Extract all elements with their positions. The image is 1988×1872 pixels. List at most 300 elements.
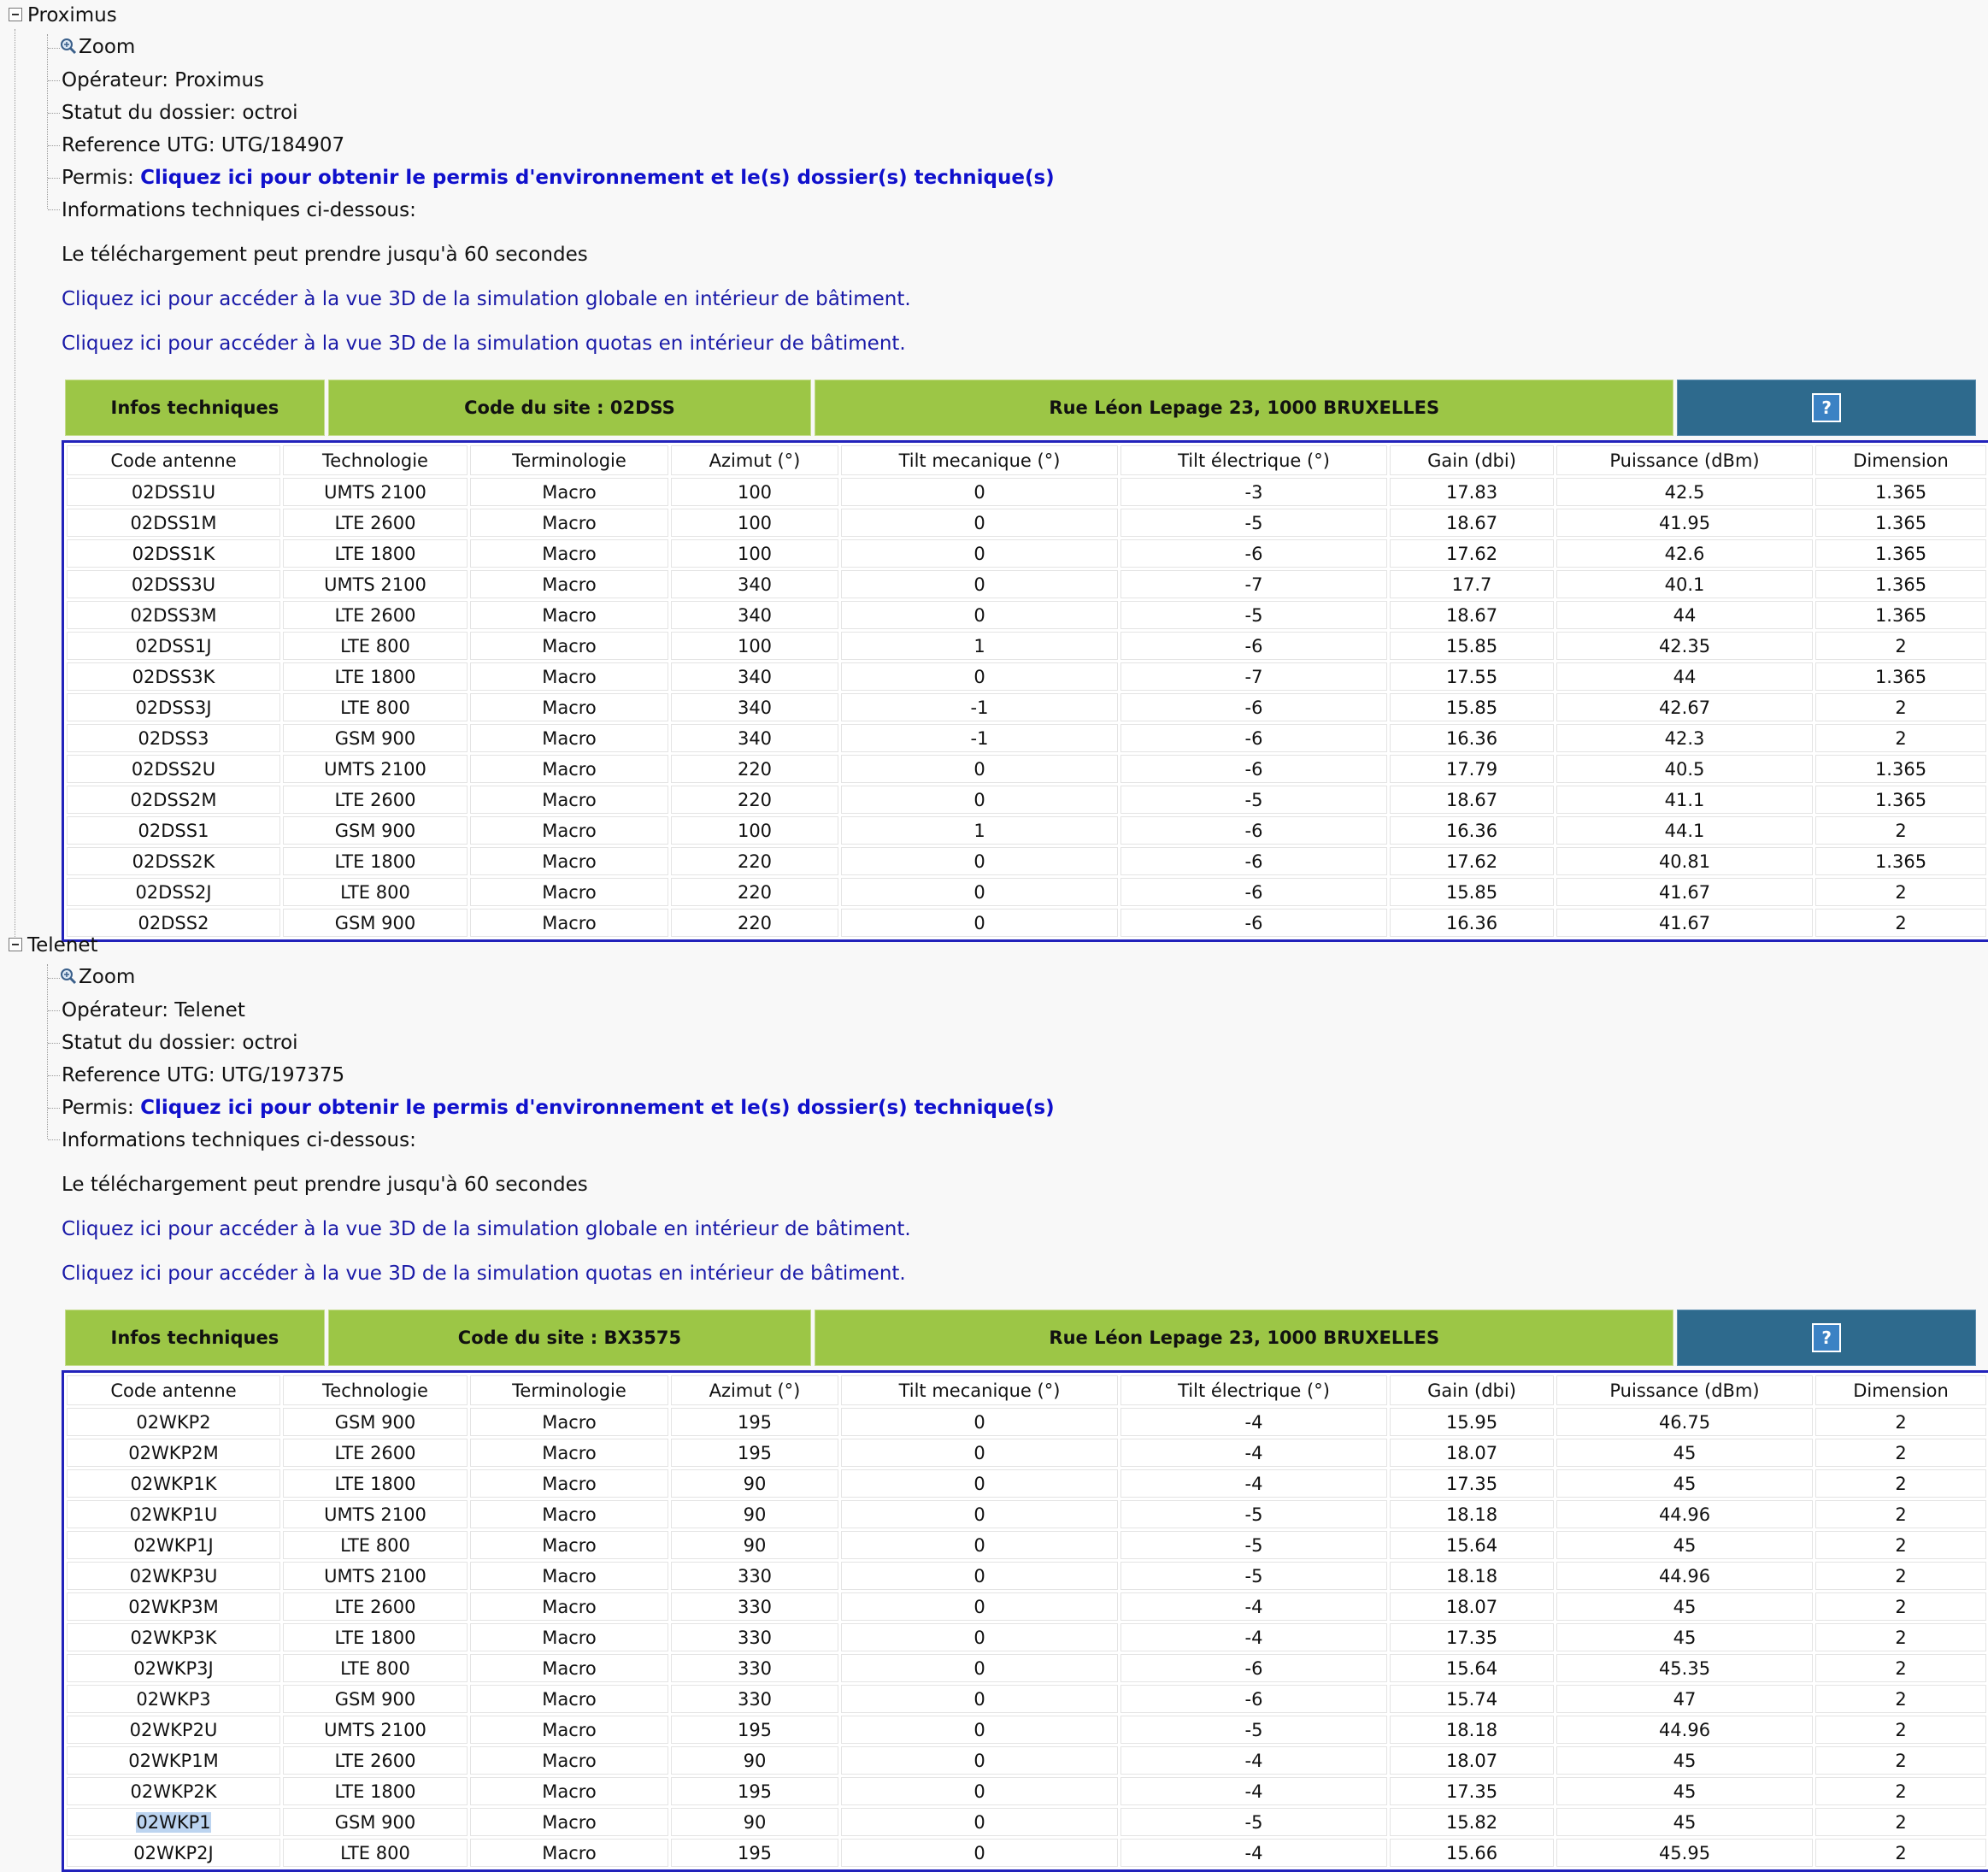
cell-dimension <box>1815 724 1986 752</box>
cell-technologie <box>283 724 468 752</box>
cell-tilt-mecanique-text: 1 <box>973 820 985 841</box>
cell-technologie <box>283 1592 468 1621</box>
cell-code-antenne <box>67 878 280 906</box>
cell-gain <box>1390 693 1554 721</box>
cell-puissance <box>1556 662 1813 691</box>
cell-tilt-mecanique-text: 0 <box>973 1504 985 1525</box>
cell-technologie <box>283 539 468 568</box>
cell-azimut <box>671 1808 838 1836</box>
cell-tilt-electrique-text: -7 <box>1244 574 1263 595</box>
cell-code-antenne-text: 02DSS1 <box>138 820 209 841</box>
cell-gain <box>1390 909 1554 937</box>
cell-dimension-text: 2 <box>1895 912 1907 933</box>
cell-terminologie <box>470 1808 668 1836</box>
cell-azimut-text: 100 <box>737 635 773 656</box>
cell-dimension <box>1815 693 1986 721</box>
cell-azimut-text: 100 <box>737 543 773 564</box>
cell-technologie <box>283 478 468 506</box>
cell-azimut <box>671 1654 838 1682</box>
cell-azimut-text: 330 <box>737 1688 773 1710</box>
cell-puissance <box>1556 1562 1813 1590</box>
cell-terminologie <box>470 1500 668 1528</box>
cell-dimension <box>1815 478 1986 506</box>
cell-terminologie <box>470 1408 668 1436</box>
cell-tilt-mecanique-text: 0 <box>973 1442 985 1463</box>
cell-terminologie-text: Macro <box>542 1596 597 1617</box>
reference-line <box>62 132 344 159</box>
cell-puissance-text: 44 <box>1673 666 1697 687</box>
status-value: octroi <box>242 102 298 124</box>
cell-dimension <box>1815 1439 1986 1467</box>
operator-node-proximus[interactable] <box>9 3 117 27</box>
cell-tilt-electrique <box>1120 601 1387 629</box>
cell-tilt-mecanique <box>841 1562 1118 1590</box>
cell-tilt-electrique-text: -4 <box>1244 1596 1263 1617</box>
cell-puissance <box>1556 878 1813 906</box>
cell-technologie-text: LTE 2600 <box>334 789 416 810</box>
cell-gain <box>1390 1439 1554 1467</box>
cell-tilt-mecanique-text: -1 <box>970 697 989 718</box>
cell-gain <box>1390 1808 1554 1836</box>
cell-gain <box>1390 539 1554 568</box>
cell-dimension-text: 1.365 <box>1874 758 1927 780</box>
cell-technologie-text: UMTS 2100 <box>324 481 426 503</box>
cell-tilt-electrique-text: -5 <box>1244 512 1263 533</box>
cell-puissance-text: 45 <box>1673 1811 1697 1833</box>
cell-tilt-electrique-text: -6 <box>1244 1688 1263 1710</box>
cell-technologie-text: LTE 2600 <box>334 1596 416 1617</box>
table-row <box>67 1716 1986 1744</box>
cell-dimension <box>1815 847 1986 875</box>
cell-tilt-electrique-text: -5 <box>1244 1534 1263 1556</box>
cell-azimut <box>671 1623 838 1651</box>
cell-azimut-text: 195 <box>737 1719 773 1740</box>
cell-azimut-text: 340 <box>737 574 773 595</box>
col-gain: Gain (dbi) <box>1390 1375 1554 1405</box>
cell-puissance-text: 45.95 <box>1658 1842 1711 1863</box>
cell-code-antenne <box>67 570 280 598</box>
cell-terminologie <box>470 909 668 937</box>
col-terminologie: Terminologie <box>470 1375 668 1405</box>
cell-puissance-text: 44.96 <box>1658 1565 1711 1586</box>
permis-label: Permis: <box>62 1097 134 1119</box>
cell-puissance-text: 45 <box>1673 1596 1697 1617</box>
table-row <box>67 478 1986 506</box>
cell-code-antenne <box>67 1746 280 1775</box>
cell-puissance <box>1556 1839 1813 1867</box>
operator-value: Proximus <box>174 69 265 91</box>
cell-gain-text: 18.07 <box>1445 1596 1498 1617</box>
cell-dimension-text: 2 <box>1895 881 1907 903</box>
cell-dimension <box>1815 1562 1986 1590</box>
cell-tilt-mecanique-text: 0 <box>973 666 985 687</box>
cell-code-antenne-text: 02WKP3J <box>133 1657 214 1679</box>
cell-dimension-text: 1.365 <box>1874 666 1927 687</box>
cell-tilt-mecanique-text: 0 <box>973 543 985 564</box>
cell-tilt-electrique <box>1120 662 1387 691</box>
cell-technologie-text: LTE 800 <box>340 1534 410 1556</box>
table-row <box>67 909 1986 937</box>
cell-dimension-text: 1.365 <box>1874 512 1927 533</box>
cell-code-antenne <box>67 1408 280 1436</box>
cell-gain <box>1390 662 1554 691</box>
reference-line <box>62 1062 344 1089</box>
cell-dimension-text: 2 <box>1895 1596 1907 1617</box>
operator-label: Opérateur: <box>62 999 168 1021</box>
cell-gain-text: 17.35 <box>1445 1781 1498 1802</box>
banner-address: Rue Léon Lepage 23, 1000 BRUXELLES <box>815 1310 1673 1366</box>
cell-puissance-text: 45 <box>1673 1750 1697 1771</box>
cell-terminologie-text: Macro <box>542 1565 597 1586</box>
link-3d-global[interactable]: Cliquez ici pour accéder à la vue 3D de la simulation globale en intérieur de bâtiment. <box>62 1218 911 1240</box>
cell-tilt-electrique <box>1120 909 1387 937</box>
cell-terminologie-text: Macro <box>542 574 597 595</box>
col-azimut: Azimut (°) <box>671 445 838 475</box>
cell-tilt-mecanique <box>841 539 1118 568</box>
cell-terminologie <box>470 1439 668 1467</box>
cell-tilt-mecanique <box>841 570 1118 598</box>
info-line <box>62 1127 416 1154</box>
cell-code-antenne-text: 02DSS1K <box>132 543 215 564</box>
cell-azimut <box>671 478 838 506</box>
cell-tilt-mecanique-text: 0 <box>973 1719 985 1740</box>
permis-line <box>62 1094 1055 1121</box>
cell-gain <box>1390 1623 1554 1651</box>
reference-value: UTG/197375 <box>221 1064 345 1086</box>
cell-tilt-electrique <box>1120 1716 1387 1744</box>
cell-tilt-mecanique-text: 0 <box>973 1411 985 1433</box>
cell-dimension <box>1815 1716 1986 1744</box>
cell-dimension <box>1815 1623 1986 1651</box>
table-row <box>67 601 1986 629</box>
cell-dimension <box>1815 601 1986 629</box>
cell-terminologie <box>470 662 668 691</box>
cell-tilt-electrique-text: -6 <box>1244 697 1263 718</box>
cell-puissance-text: 42.6 <box>1664 543 1705 564</box>
cell-tilt-electrique <box>1120 1408 1387 1436</box>
cell-dimension-text: 1.365 <box>1874 789 1927 810</box>
cell-tilt-electrique <box>1120 786 1387 814</box>
cell-tilt-mecanique-text: 0 <box>973 481 985 503</box>
operator-node-telenet[interactable] <box>9 933 98 957</box>
cell-code-antenne <box>67 847 280 875</box>
cell-puissance-text: 45 <box>1673 1442 1697 1463</box>
cell-dimension <box>1815 509 1986 537</box>
help-icon[interactable]: ? <box>1812 1323 1841 1352</box>
zoom-item[interactable] <box>60 963 135 991</box>
cell-tilt-mecanique <box>841 1623 1118 1651</box>
cell-dimension-text: 2 <box>1895 1750 1907 1771</box>
status-value: octroi <box>242 1032 298 1054</box>
cell-tilt-electrique <box>1120 693 1387 721</box>
cell-tilt-mecanique-text: 0 <box>973 758 985 780</box>
cell-code-antenne-text: 02WKP2M <box>128 1442 219 1463</box>
cell-dimension <box>1815 909 1986 937</box>
col-tilt-electrique: Tilt électrique (°) <box>1120 445 1387 475</box>
cell-code-antenne-text: 02WKP3U <box>129 1565 218 1586</box>
cell-puissance-text: 44 <box>1673 604 1697 626</box>
cell-code-antenne-text: 02DSS3U <box>131 574 216 595</box>
zoom-label[interactable]: Zoom <box>79 36 136 58</box>
status-line <box>62 1029 298 1057</box>
col-tilt-mecanique: Tilt mecanique (°) <box>841 445 1118 475</box>
cell-puissance-text: 41.95 <box>1658 512 1711 533</box>
cell-puissance <box>1556 570 1813 598</box>
link-3d-global[interactable]: Cliquez ici pour accéder à la vue 3D de la simulation globale en intérieur de bâtiment. <box>62 288 911 310</box>
tree-guide <box>47 964 48 1139</box>
cell-azimut-text: 330 <box>737 1596 773 1617</box>
cell-technologie-text: GSM 900 <box>334 1811 416 1833</box>
cell-dimension-text: 2 <box>1895 1719 1907 1740</box>
cell-puissance <box>1556 539 1813 568</box>
cell-puissance <box>1556 1623 1813 1651</box>
col-code-antenne: Code antenne <box>67 445 280 475</box>
cell-tilt-electrique <box>1120 816 1387 845</box>
cell-gain-text: 17.55 <box>1445 666 1498 687</box>
cell-terminologie-text: Macro <box>542 1534 597 1556</box>
cell-code-antenne-text: 02WKP1K <box>130 1473 217 1494</box>
cell-dimension-text: 2 <box>1895 1565 1907 1586</box>
cell-azimut <box>671 662 838 691</box>
cell-tilt-electrique-text: -6 <box>1244 543 1263 564</box>
cell-tilt-mecanique-text: 0 <box>973 851 985 872</box>
cell-technologie-text: GSM 900 <box>334 1688 416 1710</box>
banner-site-code: Code du site : 02DSS <box>328 380 811 436</box>
cell-gain <box>1390 786 1554 814</box>
col-puissance: Puissance (dBm) <box>1556 445 1813 475</box>
cell-dimension <box>1815 1654 1986 1682</box>
cell-azimut <box>671 1746 838 1775</box>
download-note: Le téléchargement peut prendre jusqu'à 60 secondes <box>62 1174 588 1196</box>
table-row <box>67 662 1986 691</box>
cell-terminologie-text: Macro <box>542 820 597 841</box>
cell-tilt-electrique <box>1120 878 1387 906</box>
permis-line <box>62 164 1055 191</box>
cell-technologie <box>283 662 468 691</box>
cell-tilt-mecanique-text: 0 <box>973 512 985 533</box>
cell-puissance-text: 45 <box>1673 1534 1697 1556</box>
table-row <box>67 693 1986 721</box>
cell-code-antenne <box>67 693 280 721</box>
cell-tilt-electrique <box>1120 1808 1387 1836</box>
banner-address: Rue Léon Lepage 23, 1000 BRUXELLES <box>815 380 1673 436</box>
cell-tilt-electrique-text: -4 <box>1244 1842 1263 1863</box>
cell-tilt-electrique <box>1120 1592 1387 1621</box>
cell-technologie <box>283 1623 468 1651</box>
cell-code-antenne <box>67 724 280 752</box>
cell-dimension <box>1815 632 1986 660</box>
cell-technologie-text: GSM 900 <box>334 820 416 841</box>
cell-gain <box>1390 1592 1554 1621</box>
cell-terminologie <box>470 847 668 875</box>
cell-terminologie <box>470 1685 668 1713</box>
cell-puissance-text: 44.1 <box>1664 820 1705 841</box>
cell-code-antenne-text: 02DSS2 <box>138 912 209 933</box>
link-3d-quotas[interactable]: Cliquez ici pour accéder à la vue 3D de la simulation quotas en intérieur de bâtiment. <box>62 333 906 355</box>
cell-terminologie-text: Macro <box>542 1811 597 1833</box>
cell-puissance-text: 40.5 <box>1664 758 1705 780</box>
cell-terminologie <box>470 570 668 598</box>
cell-tilt-mecanique <box>841 601 1118 629</box>
cell-code-antenne-text: 02WKP3M <box>128 1596 219 1617</box>
cell-terminologie-text: Macro <box>542 1657 597 1679</box>
cell-azimut-text: 220 <box>737 789 773 810</box>
cell-tilt-mecanique <box>841 847 1118 875</box>
cell-tilt-electrique-text: -6 <box>1244 912 1263 933</box>
cell-technologie <box>283 755 468 783</box>
table-row <box>67 539 1986 568</box>
cell-tilt-electrique-text: -5 <box>1244 789 1263 810</box>
cell-tilt-mecanique-text: 0 <box>973 1688 985 1710</box>
cell-gain-text: 17.62 <box>1445 543 1498 564</box>
cell-tilt-electrique-text: -4 <box>1244 1750 1263 1771</box>
cell-terminologie <box>470 1654 668 1682</box>
cell-tilt-mecanique <box>841 1531 1118 1559</box>
cell-code-antenne-text: 02DSS2K <box>132 851 215 872</box>
cell-technologie <box>283 1685 468 1713</box>
cell-dimension-text: 2 <box>1895 1811 1907 1833</box>
cell-code-antenne-text: 02DSS1U <box>131 481 216 503</box>
cell-code-antenne <box>67 1839 280 1867</box>
cell-dimension-text: 2 <box>1895 697 1907 718</box>
cell-dimension-text: 2 <box>1895 1534 1907 1556</box>
cell-azimut-text: 90 <box>743 1750 767 1771</box>
cell-code-antenne <box>67 478 280 506</box>
cell-technologie-text: UMTS 2100 <box>324 1504 426 1525</box>
cell-tilt-electrique <box>1120 509 1387 537</box>
cell-code-antenne <box>67 1716 280 1744</box>
cell-gain <box>1390 632 1554 660</box>
cell-dimension <box>1815 1592 1986 1621</box>
cell-code-antenne-text: 02DSS3K <box>132 666 215 687</box>
cell-azimut-text: 195 <box>737 1842 773 1863</box>
cell-terminologie-text: Macro <box>542 666 597 687</box>
cell-dimension-text: 2 <box>1895 1473 1907 1494</box>
status-label: Statut du dossier: <box>62 1032 237 1054</box>
cell-gain-text: 17.79 <box>1445 758 1498 780</box>
cell-puissance-text: 42.3 <box>1664 727 1705 749</box>
cell-code-antenne-text: 02DSS3 <box>138 727 209 749</box>
cell-puissance <box>1556 1685 1813 1713</box>
cell-technologie <box>283 632 468 660</box>
reference-value: UTG/184907 <box>221 134 345 156</box>
table-row <box>67 816 1986 845</box>
cell-gain <box>1390 1777 1554 1805</box>
cell-tilt-electrique-text: -4 <box>1244 1781 1263 1802</box>
cell-dimension <box>1815 816 1986 845</box>
zoom-label[interactable]: Zoom <box>79 966 136 988</box>
cell-terminologie-text: Macro <box>542 1627 597 1648</box>
cell-gain-text: 15.74 <box>1445 1688 1498 1710</box>
collapse-icon[interactable] <box>9 938 22 951</box>
cell-tilt-mecanique <box>841 1777 1118 1805</box>
cell-technologie <box>283 1777 468 1805</box>
cell-tilt-electrique-text: -4 <box>1244 1473 1263 1494</box>
cell-puissance <box>1556 1746 1813 1775</box>
cell-terminologie-text: Macro <box>542 543 597 564</box>
table-row <box>67 1562 1986 1590</box>
cell-azimut <box>671 539 838 568</box>
cell-tilt-electrique <box>1120 755 1387 783</box>
cell-tilt-mecanique-text: 0 <box>973 1750 985 1771</box>
cell-puissance-text: 45 <box>1673 1473 1697 1494</box>
cell-code-antenne-text: 02DSS1M <box>130 512 217 533</box>
cell-tilt-mecanique <box>841 1685 1118 1713</box>
cell-dimension <box>1815 1685 1986 1713</box>
cell-code-antenne <box>67 1592 280 1621</box>
cell-technologie-text: LTE 1800 <box>334 666 416 687</box>
cell-gain-text: 15.95 <box>1445 1411 1498 1433</box>
cell-code-antenne <box>67 1469 280 1498</box>
cell-puissance-text: 40.1 <box>1664 574 1705 595</box>
cell-azimut <box>671 1592 838 1621</box>
reference-label: Reference UTG: <box>62 134 215 156</box>
cell-tilt-electrique-text: -6 <box>1244 635 1263 656</box>
cell-tilt-mecanique-text: 0 <box>973 604 985 626</box>
cell-puissance <box>1556 1592 1813 1621</box>
cell-terminologie <box>470 1746 668 1775</box>
permis-link[interactable]: Cliquez ici pour obtenir le permis d'environnement et le(s) dossier(s) technique(s) <box>140 1097 1055 1119</box>
cell-technologie <box>283 1716 468 1744</box>
cell-tilt-mecanique-text: 1 <box>973 635 985 656</box>
cell-tilt-mecanique-text: 0 <box>973 1811 985 1833</box>
cell-technologie-text: LTE 2600 <box>334 512 416 533</box>
cell-tilt-mecanique <box>841 662 1118 691</box>
cell-technologie <box>283 816 468 845</box>
cell-terminologie <box>470 478 668 506</box>
cell-tilt-electrique-text: -5 <box>1244 1504 1263 1525</box>
cell-technologie-text: UMTS 2100 <box>324 574 426 595</box>
cell-azimut <box>671 847 838 875</box>
cell-technologie-text: LTE 1800 <box>334 1781 416 1802</box>
cell-azimut <box>671 1562 838 1590</box>
cell-code-antenne <box>67 755 280 783</box>
link-3d-quotas[interactable]: Cliquez ici pour accéder à la vue 3D de la simulation quotas en intérieur de bâtiment. <box>62 1263 906 1285</box>
cell-terminologie <box>470 1777 668 1805</box>
permis-link[interactable]: Cliquez ici pour obtenir le permis d'environnement et le(s) dossier(s) technique(s) <box>140 167 1055 189</box>
operator-value: Telenet <box>174 999 245 1021</box>
cell-azimut <box>671 755 838 783</box>
cell-gain <box>1390 816 1554 845</box>
cell-technologie-text: GSM 900 <box>334 1411 416 1433</box>
cell-puissance-text: 44.96 <box>1658 1504 1711 1525</box>
cell-azimut-text: 330 <box>737 1565 773 1586</box>
zoom-item[interactable] <box>60 33 135 61</box>
cell-tilt-mecanique <box>841 1808 1118 1836</box>
cell-gain-text: 17.35 <box>1445 1627 1498 1648</box>
cell-tilt-electrique <box>1120 1469 1387 1498</box>
cell-azimut-text: 330 <box>737 1627 773 1648</box>
help-icon[interactable]: ? <box>1812 393 1841 422</box>
cell-tilt-electrique <box>1120 847 1387 875</box>
cell-tilt-mecanique <box>841 1746 1118 1775</box>
cell-code-antenne <box>67 1531 280 1559</box>
cell-code-antenne <box>67 1654 280 1682</box>
cell-dimension <box>1815 878 1986 906</box>
cell-terminologie <box>470 1562 668 1590</box>
cell-technologie-text: LTE 1800 <box>334 1627 416 1648</box>
cell-code-antenne-text: 02DSS2U <box>131 758 216 780</box>
table-row <box>67 1500 1986 1528</box>
cell-terminologie-text: Macro <box>542 912 597 933</box>
cell-terminologie-text: Macro <box>542 727 597 749</box>
cell-technologie-text: LTE 800 <box>340 697 410 718</box>
cell-puissance-text: 41.67 <box>1658 912 1711 933</box>
cell-technologie-text: LTE 800 <box>340 881 410 903</box>
cell-technologie-text: UMTS 2100 <box>324 1719 426 1740</box>
collapse-icon[interactable] <box>9 8 22 21</box>
cell-dimension-text: 2 <box>1895 1688 1907 1710</box>
